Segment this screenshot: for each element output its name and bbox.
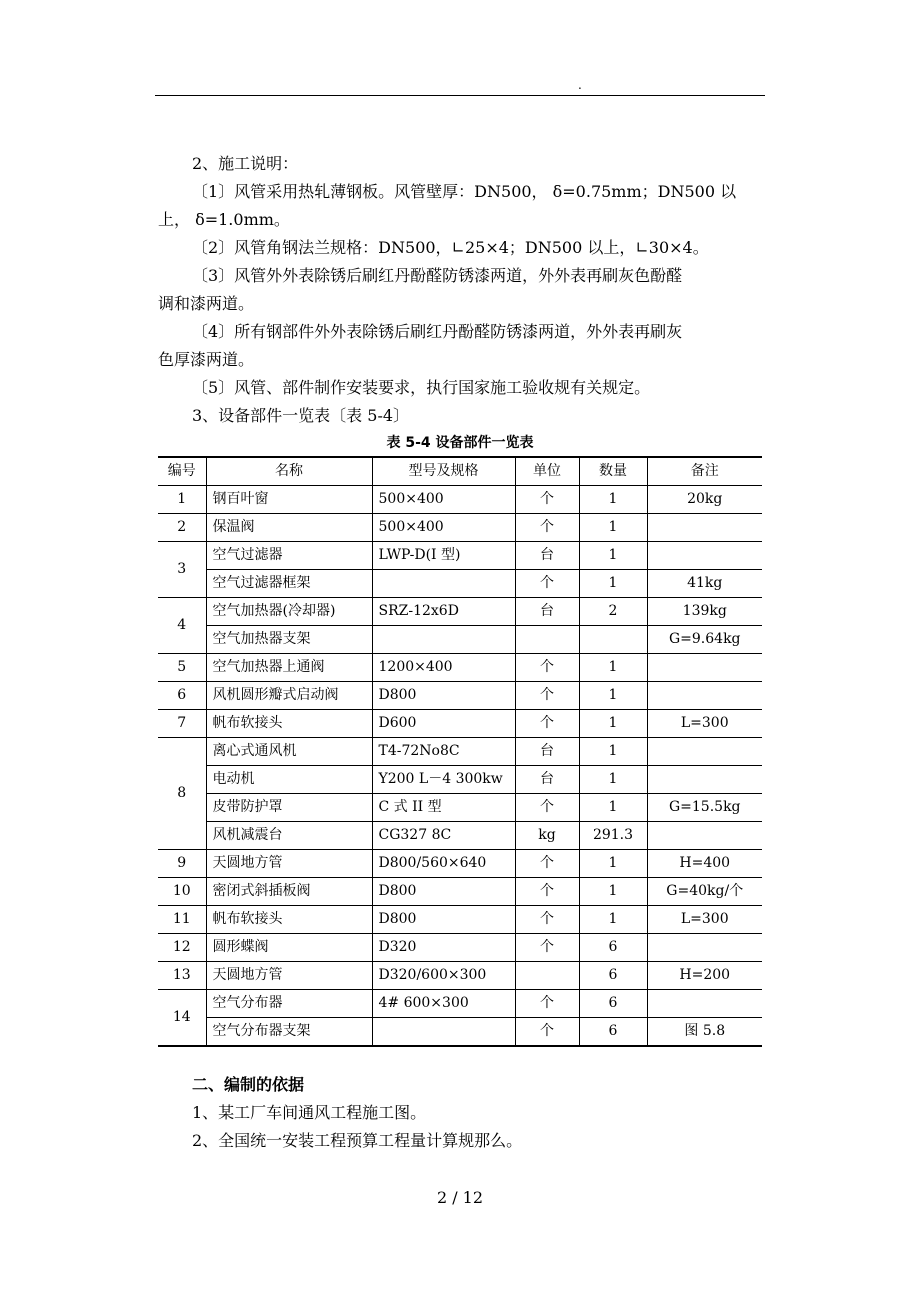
cell-note [647, 934, 762, 962]
cell-note [647, 738, 762, 766]
basis-item: 2、全国统一安装工程预算工程量计算规那么。 [192, 1131, 523, 1150]
cell-number: 11 [158, 906, 206, 934]
table-row [158, 514, 762, 542]
cell-quantity: 6 [579, 962, 647, 990]
cell-name: 帆布软接头 [206, 710, 372, 738]
cell-quantity: 1 [579, 794, 647, 822]
cell-name: 空气加热器支架 [206, 626, 372, 654]
cell-quantity: 6 [579, 1018, 647, 1047]
cell-quantity: 291.3 [579, 822, 647, 850]
cell-quantity: 1 [579, 486, 647, 514]
cell-name: 天圆地方管 [206, 850, 372, 878]
cell-quantity: 1 [579, 766, 647, 794]
page-number: 2 / 12 [436, 1188, 484, 1207]
paragraph-line: 〔1〕风管采用热轧薄钢板。风管壁厚：DN500， δ=0.75mm；DN500 以 [192, 182, 737, 201]
cell-note: G=9.64kg [647, 626, 762, 654]
cell-spec: D800 [372, 906, 515, 934]
paragraph-line: 〔3〕风管外外表除锈后刷红丹酚醛防锈漆两道，外外表再刷灰色酚醛 [192, 266, 683, 285]
cell-unit: 个 [515, 934, 579, 962]
cell-note: 20kg [647, 486, 762, 514]
cell-unit: 个 [515, 654, 579, 682]
table-row [158, 766, 762, 794]
cell-note [647, 990, 762, 1018]
cell-spec: 500×400 [372, 514, 515, 542]
cell-quantity: 1 [579, 738, 647, 766]
cell-spec: Y200 L－4 300kw [372, 766, 515, 794]
basis-item: 1、某工厂车间通风工程施工图。 [192, 1103, 427, 1122]
cell-unit: 台 [515, 766, 579, 794]
cell-spec: D600 [372, 710, 515, 738]
section-heading: 3、设备部件一览表〔表 5-4〕 [192, 406, 410, 425]
table-row [158, 710, 762, 738]
table-row [158, 570, 762, 598]
paragraph-2: 〔2〕风管角钢法兰规格：DN500，∟25×4；DN500 以上，∟30×4。 [192, 238, 709, 257]
cell-note: H=400 [647, 850, 762, 878]
cell-spec: 500×400 [372, 486, 515, 514]
table-row [158, 906, 762, 934]
cell-name: 离心式通风机 [206, 738, 372, 766]
cell-name: 风机减震台 [206, 822, 372, 850]
table-row [158, 598, 762, 626]
part-heading: 二、编制的依据 [192, 1075, 305, 1094]
cell-name: 圆形蝶阀 [206, 934, 372, 962]
cell-quantity: 1 [579, 850, 647, 878]
document-body [158, 150, 762, 1155]
table-row [158, 934, 762, 962]
column-header: 单位 [515, 457, 579, 486]
cell-unit: 个 [515, 850, 579, 878]
table-row [158, 682, 762, 710]
cell-unit: 台 [515, 542, 579, 570]
cell-note: 41kg [647, 570, 762, 598]
cell-number: 10 [158, 878, 206, 906]
paragraph-line: 〔4〕所有钢部件外外表除锈后刷红丹酚醛防锈漆两道，外外表再刷灰 [192, 322, 683, 341]
cell-number: 12 [158, 934, 206, 962]
cell-spec: D800 [372, 682, 515, 710]
table-row [158, 1018, 762, 1047]
cell-unit: 个 [515, 514, 579, 542]
cell-spec: LWP-D(I 型) [372, 542, 515, 570]
paragraph-5: 〔5〕风管、部件制作安装要求，执行国家施工验收规有关规定。 [192, 378, 651, 397]
cell-name: 皮带防护罩 [206, 794, 372, 822]
cell-unit: 个 [515, 1018, 579, 1047]
cell-unit: 个 [515, 990, 579, 1018]
cell-quantity: 1 [579, 906, 647, 934]
cell-name: 保温阀 [206, 514, 372, 542]
cell-note [647, 682, 762, 710]
cell-unit [515, 626, 579, 654]
cell-spec [372, 570, 515, 598]
cell-unit: kg [515, 822, 579, 850]
cell-quantity: 1 [579, 710, 647, 738]
cell-quantity: 1 [579, 682, 647, 710]
paragraph-4 [158, 318, 762, 374]
cell-unit: 个 [515, 682, 579, 710]
paragraph-line: 调和漆两道。 [158, 294, 255, 313]
cell-quantity [579, 626, 647, 654]
header-mark: . [578, 78, 582, 92]
column-header: 数量 [579, 457, 647, 486]
cell-unit: 个 [515, 878, 579, 906]
cell-number: 1 [158, 486, 206, 514]
table-row [158, 486, 762, 514]
section-heading: 2、施工说明： [192, 154, 299, 173]
cell-quantity: 1 [579, 570, 647, 598]
cell-number: 5 [158, 654, 206, 682]
cell-name: 钢百叶窗 [206, 486, 372, 514]
table-row [158, 654, 762, 682]
cell-spec: T4-72No8C [372, 738, 515, 766]
header-rule [155, 95, 765, 96]
table-caption: 表 5-4 设备部件一览表 [386, 435, 534, 451]
cell-note: 139kg [647, 598, 762, 626]
cell-name: 密闭式斜插板阀 [206, 878, 372, 906]
table-row [158, 990, 762, 1018]
cell-unit: 台 [515, 598, 579, 626]
cell-spec: 1200×400 [372, 654, 515, 682]
paragraph-1 [158, 178, 762, 234]
cell-note: L=300 [647, 710, 762, 738]
cell-quantity: 6 [579, 934, 647, 962]
table-row [158, 822, 762, 850]
cell-number: 14 [158, 990, 206, 1047]
table-row [158, 794, 762, 822]
cell-note: 图 5.8 [647, 1018, 762, 1047]
cell-spec: CG327 8C [372, 822, 515, 850]
table-row [158, 850, 762, 878]
cell-number: 2 [158, 514, 206, 542]
cell-name: 空气分布器 [206, 990, 372, 1018]
cell-spec: D800/560×640 [372, 850, 515, 878]
cell-note [647, 542, 762, 570]
cell-number: 13 [158, 962, 206, 990]
table-body [158, 486, 762, 1047]
cell-name: 帆布软接头 [206, 906, 372, 934]
cell-spec [372, 1018, 515, 1047]
column-header: 编号 [158, 457, 206, 486]
cell-spec: 4# 600×300 [372, 990, 515, 1018]
cell-number: 4 [158, 598, 206, 654]
column-header: 备注 [647, 457, 762, 486]
cell-unit: 个 [515, 906, 579, 934]
cell-note: H=200 [647, 962, 762, 990]
cell-name: 空气加热器上通阀 [206, 654, 372, 682]
cell-name: 空气分布器支架 [206, 1018, 372, 1047]
cell-quantity: 1 [579, 514, 647, 542]
column-header: 名称 [206, 457, 372, 486]
cell-spec: D800 [372, 878, 515, 906]
cell-unit: 个 [515, 570, 579, 598]
cell-number: 9 [158, 850, 206, 878]
table-row [158, 626, 762, 654]
cell-number: 8 [158, 738, 206, 850]
cell-spec: C 式 II 型 [372, 794, 515, 822]
cell-spec: D320 [372, 934, 515, 962]
cell-name: 天圆地方管 [206, 962, 372, 990]
equipment-table [158, 456, 762, 1047]
table-row [158, 878, 762, 906]
cell-note [647, 654, 762, 682]
cell-quantity: 6 [579, 990, 647, 1018]
cell-spec: SRZ-12x6D [372, 598, 515, 626]
table-row [158, 738, 762, 766]
cell-quantity: 2 [579, 598, 647, 626]
cell-note [647, 514, 762, 542]
cell-unit: 个 [515, 710, 579, 738]
cell-note: G=40kg/个 [647, 878, 762, 906]
cell-name: 空气过滤器 [206, 542, 372, 570]
cell-name: 空气加热器(冷却器) [206, 598, 372, 626]
cell-name: 风机圆形瓣式启动阀 [206, 682, 372, 710]
cell-quantity: 1 [579, 654, 647, 682]
cell-spec: D320/600×300 [372, 962, 515, 990]
table-row [158, 962, 762, 990]
cell-note: G=15.5kg [647, 794, 762, 822]
cell-spec [372, 626, 515, 654]
paragraph-line: 上， δ=1.0mm。 [158, 210, 290, 229]
cell-unit [515, 962, 579, 990]
table-row [158, 542, 762, 570]
cell-name: 电动机 [206, 766, 372, 794]
cell-quantity: 1 [579, 542, 647, 570]
table-header-row [158, 457, 762, 486]
cell-unit: 个 [515, 486, 579, 514]
cell-note [647, 766, 762, 794]
column-header: 型号及规格 [372, 457, 515, 486]
paragraph-line: 色厚漆两道。 [158, 350, 255, 369]
cell-unit: 个 [515, 794, 579, 822]
cell-quantity: 1 [579, 878, 647, 906]
cell-unit: 台 [515, 738, 579, 766]
cell-name: 空气过滤器框架 [206, 570, 372, 598]
cell-note [647, 822, 762, 850]
paragraph-3 [158, 262, 762, 318]
cell-number: 7 [158, 710, 206, 738]
cell-note: L=300 [647, 906, 762, 934]
cell-number: 6 [158, 682, 206, 710]
cell-number: 3 [158, 542, 206, 598]
